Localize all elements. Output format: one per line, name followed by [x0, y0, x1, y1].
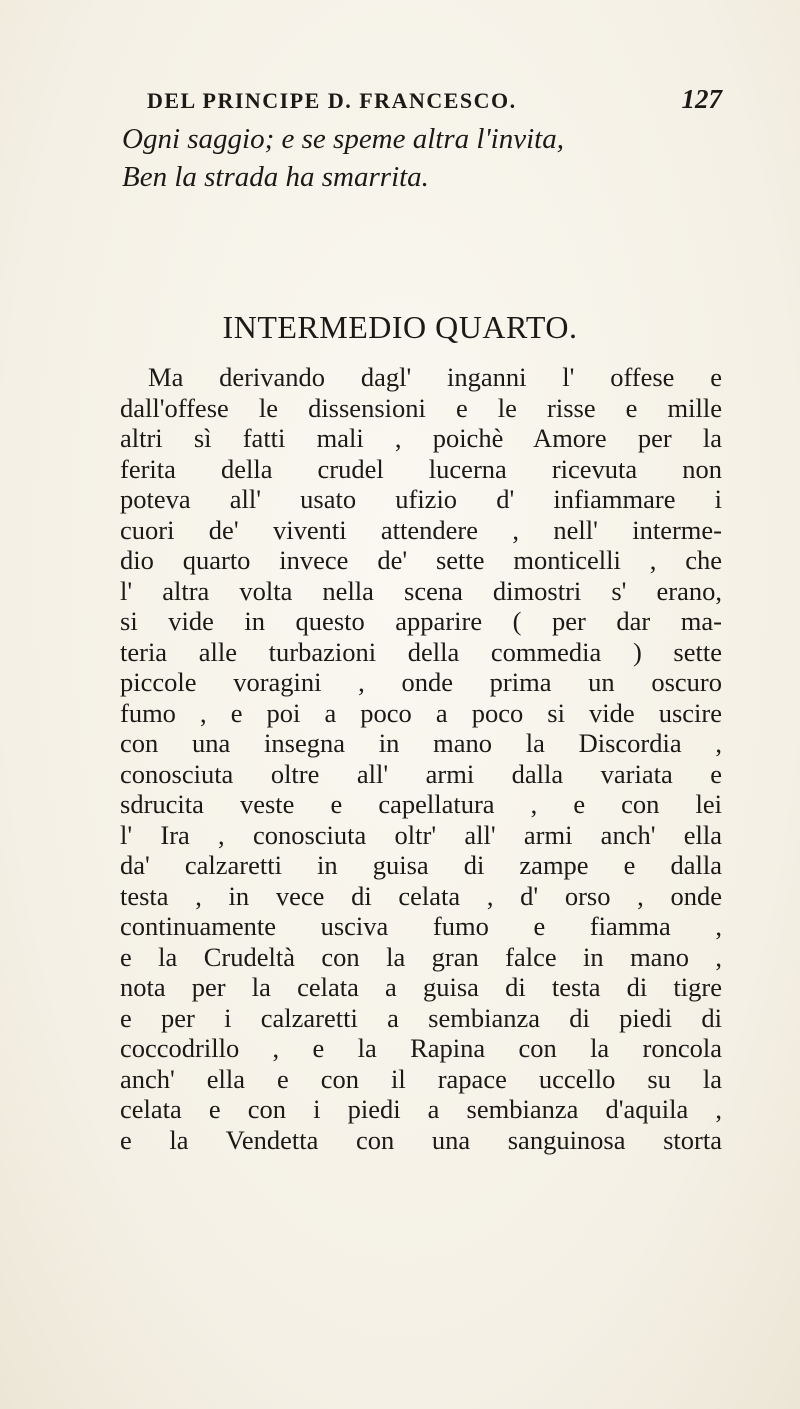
text-line: Ma derivando dagl' inganni l' offese e	[148, 362, 722, 392]
text-line: e la Crudeltà con la gran falce in mano ,	[120, 941, 722, 972]
verse-line: Ogni saggio; e se speme altra l'invita,	[122, 123, 564, 155]
text-line: teria alle turbazioni della commedia ) sette	[120, 636, 722, 667]
text-line: coccodrillo , e la Rapina con la roncola	[120, 1033, 722, 1063]
text-line: fumo , e poi a poco a poco si vide uscire	[120, 697, 722, 728]
text-line: conosciuta oltre all' armi dalla variata e	[120, 758, 722, 789]
text-line: dio quarto invece de' sette monticelli , che	[120, 545, 722, 575]
text-line: piccole voragini , onde prima un oscuro	[120, 667, 722, 697]
text-line: nota per la celata a guisa di testa di tigre	[120, 972, 722, 1002]
text-line: sdrucita veste e capellatura , e con lei	[120, 789, 722, 819]
text-line: con una insegna in mano la Discordia ,	[120, 728, 722, 758]
text-line: altri sì fatti mali , poichè Amore per la	[120, 423, 722, 453]
text-line: anch' ella e con il rapace uccello su la	[120, 1063, 722, 1094]
body-paragraph	[120, 362, 722, 1155]
verse-line: Ben la strada ha smarrita.	[122, 161, 429, 193]
text-line: celata e con i piedi a sembianza d'aquila ,	[120, 1094, 722, 1124]
page-header	[147, 84, 722, 116]
page-number: 127	[681, 84, 722, 114]
text-line: l' altra volta nella scena dimostri s' erano,	[120, 575, 722, 606]
text-line: dall'offese le dissensioni e le risse e mille	[120, 392, 722, 423]
running-head: DEL PRINCIPE D. FRANCESCO.	[147, 88, 517, 113]
text-line: cuori de' viventi attendere , nell' interme-	[120, 514, 722, 545]
verse-block	[122, 120, 722, 196]
text-line: continuamente usciva fumo e fiamma ,	[120, 911, 722, 941]
text-line: l' Ira , conosciuta oltr' all' armi anch' ella	[120, 819, 722, 850]
text-line: ferita della crudel lucerna ricevuta non	[120, 453, 722, 484]
section-title: INTERMEDIO QUARTO.	[222, 309, 578, 345]
text-line: testa , in vece di celata , d' orso , onde	[120, 880, 722, 911]
text-line: si vide in questo apparire ( per dar ma-	[120, 606, 722, 636]
text-line: e la Vendetta con una sanguinosa storta	[120, 1124, 722, 1155]
text-line: e per i calzaretti a sembianza di piedi di	[120, 1002, 722, 1033]
text-line: da' calzaretti in guisa di zampe e dalla	[120, 850, 722, 880]
text-line: poteva all' usato ufizio d' infiammare i	[120, 484, 722, 514]
